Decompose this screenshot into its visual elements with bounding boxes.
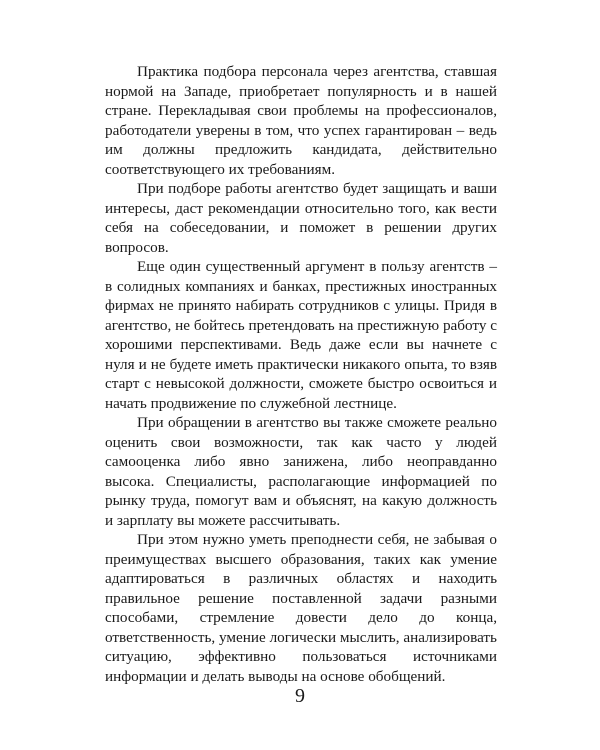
paragraph-3: Еще один существенный аргумент в пользу агентств – в солидных компаниях и банках, престижных иностранных фирмах не принято набирать сотрудников с улицы. Придя в агентство, не бойтесь претендовать на престижную работу с хорошими перспективами. Ведь даже если вы начнете с нуля и не будете иметь практически никакого опыта, то взяв старт с невысокой должности, сможете быстро освоиться и начать продвижение по служебной лестнице. — [105, 258, 497, 412]
paragraph-5: При этом нужно уметь преподнести себя, не забывая о преимуществах высшего образования, таких как умение адаптироваться в различных областях и находить правильное решение поставленной задачи разными способами, стремление довести дело до конца, ответственность, умение логически мыслить, анализировать ситуацию, эффективно пользоваться источниками информации и делать выводы на основе обобщений. — [105, 531, 497, 685]
paragraph-4: При обращении в агентство вы также сможете реально оценить свои возможности, так как часто у людей самооценка либо явно занижена, либо неоправданно высока. Специалисты, располагающие информацией по рынку труда, помогут вам и объяснят, на какую должность и зарплату вы можете рассчитывать. — [105, 414, 497, 529]
body-text — [105, 62, 497, 686]
page-number: 9 — [295, 685, 305, 707]
paragraph-2: При подборе работы агентство будет защищать и ваши интересы, даст рекомендации относительно того, как вести себя на собеседовании, и поможет в решении других вопросов. — [105, 180, 497, 256]
paragraph-1: Практика подбора персонала через агентства, ставшая нормой на Западе, приобретает популярность и в нашей стране. Перекладывая свои проблемы на профессионалов, работодатели уверены в том, что успех гарантирован – ведь им должны предложить кандидата, действительно соответствующего их требованиям. — [105, 63, 497, 178]
